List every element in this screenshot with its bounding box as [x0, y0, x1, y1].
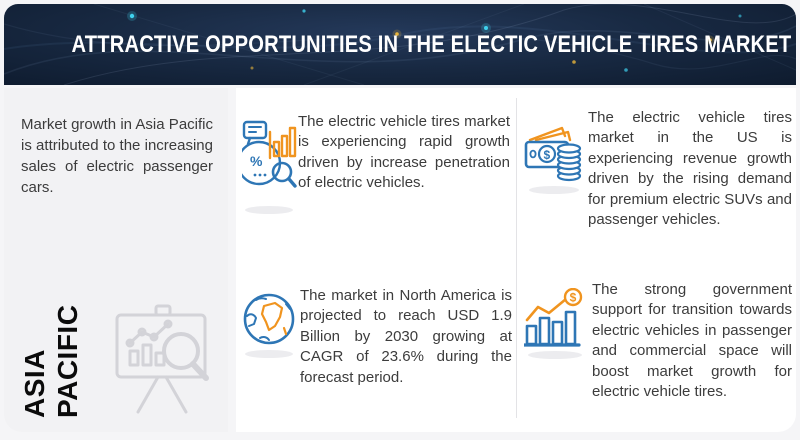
- insights-grid: [236, 88, 796, 432]
- region-panel: [4, 88, 228, 432]
- globe-icon: [242, 290, 296, 365]
- svg-text:%: %: [250, 153, 263, 169]
- insight-text: The electric vehicle tires market in the US is experiencing revenue growth driven by the rising demand for premium electric SUVs and passenger vehicles.: [588, 109, 792, 228]
- insight-item-us-revenue: [524, 108, 792, 230]
- market-analysis-icon: [242, 114, 298, 221]
- region-description: Market growth in Asia Pacific is attributed to the increasing sales of electric passenger cars.: [21, 116, 213, 196]
- insight-text: The electric vehicle tires market is experiencing rapid growth driven by increase penetration of electric vehicles.: [298, 113, 510, 192]
- insight-item-north-america: [242, 286, 512, 388]
- page-title: ATTRACTIVE OPPORTUNITIES IN THE ELECTIC VEHICLE TIRES MARKET: [71, 30, 791, 58]
- presentation-chart-magnifier-icon: [108, 304, 220, 420]
- insight-text: The strong government support for transition towards electric vehicles in passenger and commercial space will boost market growth for electric vehicle tires.: [592, 281, 792, 400]
- insight-text: The market in North America is projected to reach USD 1.9 Billion by 2030 growing at CAGR of 23.6% during the forecast period.: [300, 287, 512, 386]
- banner: [4, 4, 796, 85]
- region-label-line2: PACIFIC: [52, 304, 84, 418]
- svg-text:$: $: [569, 290, 577, 305]
- region-label: [18, 242, 84, 418]
- vertical-divider: [516, 98, 517, 418]
- money-revenue-icon: [524, 120, 582, 203]
- insight-item-growth: [242, 112, 512, 221]
- svg-text:$: $: [543, 148, 551, 162]
- insight-item-government-support: [524, 280, 792, 402]
- growth-chart-dollar-icon: [524, 288, 586, 367]
- region-label-line1: ASIA: [19, 349, 50, 418]
